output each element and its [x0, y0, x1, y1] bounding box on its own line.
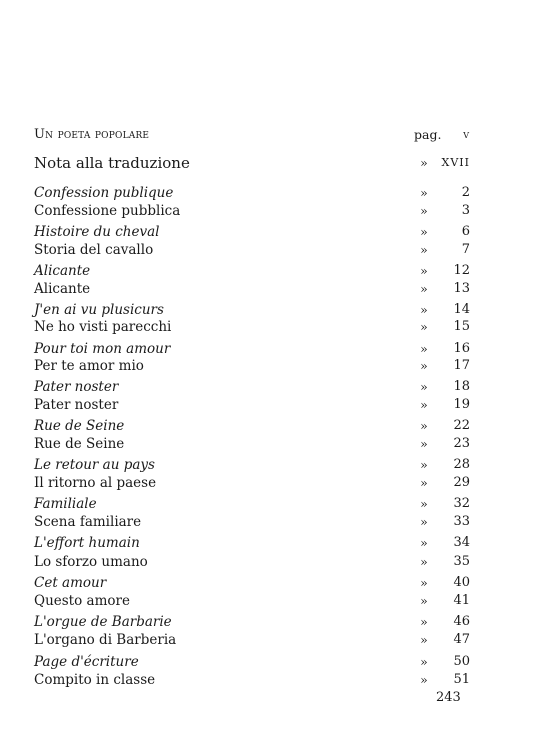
page-marker: » [420, 496, 428, 511]
toc-entry-page: 32 [453, 496, 470, 511]
page-marker: » [420, 341, 428, 356]
page-marker: » [420, 632, 428, 647]
toc-entry-page: 15 [453, 319, 470, 334]
toc-entry [34, 202, 472, 220]
toc-entry [34, 513, 472, 531]
toc-entry-title: Pour toi mon amour [34, 341, 171, 357]
toc-entry-page: 46 [453, 614, 470, 629]
toc-entry [34, 378, 472, 396]
toc-entry [34, 435, 472, 453]
page-marker: » [420, 436, 428, 451]
page-marker: » [420, 418, 428, 433]
toc-entry-page: 47 [453, 632, 470, 647]
toc-entry-title: J'en ai vu plusicurs [34, 302, 164, 318]
page-marker: » [420, 554, 428, 569]
page-marker: » [420, 475, 428, 490]
page-marker: » [420, 593, 428, 608]
toc-entry-page: 17 [453, 358, 470, 373]
toc-entry [34, 613, 472, 631]
toc-entry-title: Questo amore [34, 593, 130, 609]
toc-entry [34, 318, 472, 336]
toc-entry [34, 553, 472, 571]
toc-entry [34, 357, 472, 375]
page-marker: » [420, 185, 428, 200]
toc-entry-page: 35 [453, 554, 470, 569]
toc-entry-title: Alicante [34, 281, 91, 297]
page-marker: » [420, 614, 428, 629]
toc-entry [34, 262, 472, 280]
toc-entry-page: 13 [453, 281, 470, 296]
toc-entry-title: Confessione pubblica [34, 203, 181, 219]
toc-entry-title: Ne ho visti parecchi [34, 319, 172, 335]
page-marker: » [420, 654, 428, 669]
toc-entry-page: v [463, 128, 470, 141]
toc-entry [34, 574, 472, 592]
toc-entry-title: Per te amor mio [34, 358, 144, 374]
toc-entry-page: 23 [453, 436, 470, 451]
toc-entry [34, 154, 472, 172]
toc-entry [34, 474, 472, 492]
toc-entry [34, 396, 472, 414]
toc-entry [34, 241, 472, 259]
toc-entry-page: 34 [453, 535, 470, 550]
toc-entry [34, 417, 472, 435]
toc-entry [34, 223, 472, 241]
toc-entry-page: 6 [461, 224, 470, 239]
toc-entry-title: L'organo di Barberia [34, 632, 177, 648]
toc-entry [34, 301, 472, 319]
toc-entry [34, 495, 472, 513]
page-marker: » [420, 242, 428, 257]
page-marker: » [420, 302, 428, 317]
page-marker: » [420, 535, 428, 550]
page-marker: » [420, 281, 428, 296]
toc-entry-title: Nota alla traduzione [34, 154, 190, 172]
page-marker: » [420, 457, 428, 472]
toc-entry-page: 3 [461, 203, 470, 218]
toc-entry-title: Rue de Seine [34, 418, 125, 434]
toc-entry-page: 7 [461, 242, 470, 257]
toc-entry-page: 33 [453, 514, 470, 529]
page-marker: » [420, 155, 428, 170]
toc-entry-title: Page d'écriture [34, 654, 139, 670]
toc-entry-title: Rue de Seine [34, 436, 125, 452]
page-marker: » [420, 514, 428, 529]
toc-entry-title: Pater noster [34, 379, 119, 395]
toc-entry-page: 41 [453, 593, 470, 608]
toc-entry [34, 534, 472, 552]
toc-entry-title: Alicante [34, 263, 91, 279]
toc-entry-page: 29 [453, 475, 470, 490]
toc-entry-page: 12 [453, 263, 470, 278]
toc-entry-page: XVII [441, 156, 470, 169]
toc-entry-title: Familiale [34, 496, 97, 512]
page-marker: » [420, 203, 428, 218]
toc-entry-title: Il ritorno al paese [34, 475, 157, 491]
toc-entry-page: 50 [453, 654, 470, 669]
toc-entry-page: 18 [453, 379, 470, 394]
page-marker: » [420, 397, 428, 412]
page-marker: » [420, 358, 428, 373]
page-marker: » [420, 672, 428, 687]
toc-entry-title: Pater noster [34, 397, 119, 413]
toc-entry-title: Histoire du cheval [34, 224, 160, 240]
toc-entry [34, 653, 472, 671]
page-marker: » [420, 319, 428, 334]
toc-entry [34, 126, 472, 144]
toc-entry-page: 28 [453, 457, 470, 472]
toc-entry-title: Un poeta popolare [34, 127, 150, 142]
toc-entry-title: L'orgue de Barbarie [34, 614, 172, 630]
toc-entry-page: 22 [453, 418, 470, 433]
toc-entry-page: 16 [453, 341, 470, 356]
toc-entry [34, 671, 472, 689]
toc-entry-page: 51 [453, 672, 470, 687]
toc-entry-title: Storia del cavallo [34, 242, 154, 258]
toc-entry-page: 19 [453, 397, 470, 412]
page-marker: » [420, 379, 428, 394]
toc-entry-title: Compito in classe [34, 672, 156, 688]
toc-entry-title: L'effort humain [34, 535, 140, 551]
toc-entry-title: Le retour au pays [34, 457, 155, 473]
toc-entry-title: Lo sforzo umano [34, 554, 148, 570]
toc-entry [34, 280, 472, 298]
toc-entry [34, 631, 472, 649]
page-marker: » [420, 224, 428, 239]
toc-entry-title: Cet amour [34, 575, 107, 591]
toc-entry-page: 2 [461, 185, 470, 200]
page-marker: » [420, 575, 428, 590]
toc-entry [34, 456, 472, 474]
page-marker: » [420, 263, 428, 278]
toc-entry [34, 184, 472, 202]
toc-entry [34, 340, 472, 358]
toc-entry [34, 592, 472, 610]
toc-entry-page: 14 [453, 302, 470, 317]
page-number: 243 [436, 690, 461, 705]
toc-entry-title: Scena familiare [34, 514, 142, 530]
page-marker: pag. [414, 127, 442, 142]
toc-entry-title: Confession publique [34, 185, 174, 201]
toc-entry-page: 40 [453, 575, 470, 590]
